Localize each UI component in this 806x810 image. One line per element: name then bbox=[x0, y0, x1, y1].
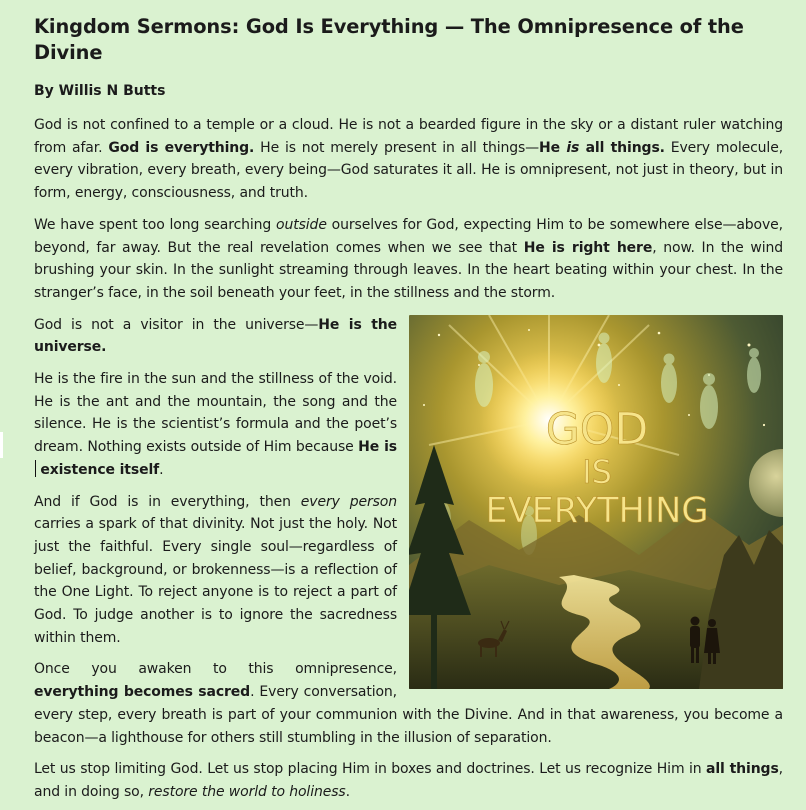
image-text-line1: GOD bbox=[545, 403, 649, 455]
cover-illustration bbox=[409, 315, 783, 689]
text-cursor bbox=[35, 460, 36, 477]
paragraph-5: And if God is in everything, then every person carries a spark of that divinity. Not just the holy. Not just the faithful. Every single soul—regardless of belief, background, or brokenness—is a reflection of the One Light. To reject anyone is to reject a part of God. To judge another is to ignore the sacredness within them. bbox=[34, 493, 397, 646]
paragraph-3: God is not a visitor in the universe—He is the universe. bbox=[34, 316, 397, 356]
article-title: Kingdom Sermons: God Is Everything — The Omnipresence of the Divine bbox=[34, 15, 744, 64]
paragraph-7: Let us stop limiting God. Let us stop placing Him in boxes and doctrines. Let us recognize Him in all things, and in doing so, restore the world to holiness. bbox=[34, 761, 784, 800]
paragraph-6: Once you awaken to this omnipresence, everything becomes sacred. Every conversation, every step, every breath is part of your communion with the Divine. And in that awareness, you become a beacon—a lighthouse for others still stumbling in the illusion of separation. bbox=[34, 661, 783, 746]
paragraph-2: We have spent too long searching outside ourselves for God, expecting Him to be somewhere else—above, beyond, far away. But the real revelation comes when we see that He is right here, now. In the wind brushing your skin. In the sunlight streaming through leaves. In the heart beating within your chest. In the stranger’s face, in the soil beneath your feet, in the stillness and the storm. bbox=[34, 216, 783, 301]
paragraph-1: God is not confined to a temple or a cloud. He is not a bearded figure in the sky or a distant ruler watching from afar. God is everything. He is not merely present in all things—He is all things. Every molecule, every vibration, every breath, every being—God saturates it all. He is omnipresent, not just in theory, but in form, energy, consciousness, and truth. bbox=[34, 117, 784, 202]
paragraph-4: He is the fire in the sun and the stillness of the void. He is the ant and the mountain, the song and the silence. He is the scientist’s formula and the poet’s dream. Nothing exists outside of Him because He is existence itself. bbox=[34, 371, 397, 478]
image-text-line3: EVERYTHING bbox=[485, 490, 709, 531]
image-text-line2: IS bbox=[582, 452, 612, 491]
article-byline: By Willis N Butts bbox=[34, 83, 166, 99]
margin-marker bbox=[0, 432, 3, 458]
